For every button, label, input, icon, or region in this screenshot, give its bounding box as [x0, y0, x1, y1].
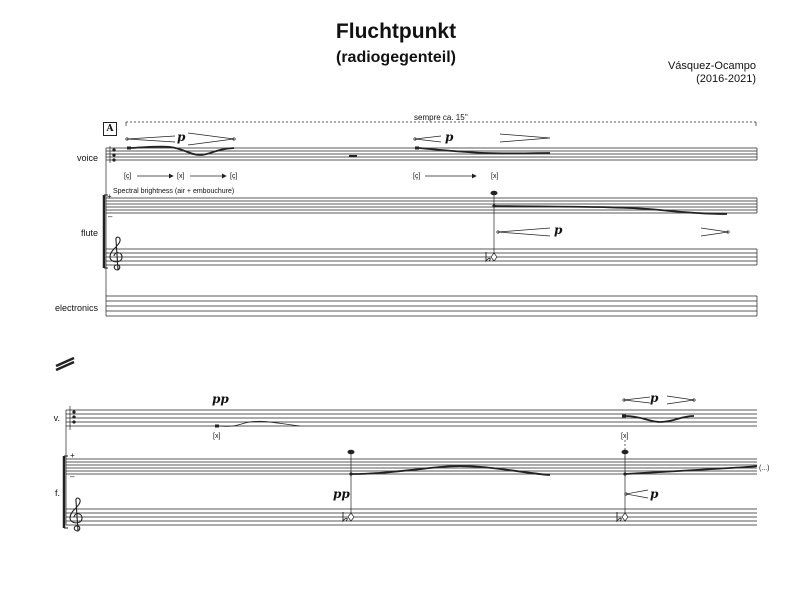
decrescendo-hairpin	[188, 133, 234, 145]
flute-minus-sign: –	[108, 212, 113, 221]
page-subtitle: (radiogegenteil)	[335, 49, 456, 66]
crescendo-hairpin	[498, 228, 550, 236]
composer-name: Vásquez-Ocampo	[667, 60, 756, 72]
staff-label-flute-short: f.	[54, 488, 60, 498]
page-title: Fluchtpunkt	[335, 20, 457, 43]
voice-notehead	[415, 147, 419, 150]
flute-plus-sign: +	[70, 451, 75, 460]
crescendo-hairpin	[626, 490, 648, 498]
voice-clef	[110, 146, 115, 163]
staff-label-voice-short: v.	[53, 413, 60, 423]
tempo-marking: sempre ca. 15''	[414, 113, 468, 122]
flute-treble-staff	[106, 249, 757, 265]
dynamic-marking: p	[554, 223, 563, 237]
decrescendo-hairpin	[667, 396, 694, 404]
phoneme: [ç]	[413, 173, 421, 180]
dynamic-marking: p	[650, 391, 659, 405]
rest-mark	[349, 155, 357, 157]
flute-notehead	[491, 191, 498, 196]
voice-notehead	[215, 425, 219, 428]
continuation-mark: (...)	[759, 465, 770, 472]
decrescendo-hairpin	[500, 134, 550, 142]
composition-years: (2016-2021)	[696, 73, 756, 85]
harmonic-notehead	[348, 513, 354, 521]
dynamic-marking: pp	[212, 392, 229, 406]
phoneme: [x]	[621, 433, 629, 440]
crescendo-hairpin	[127, 136, 175, 142]
staff-label-electronics: electronics	[54, 303, 98, 313]
dynamic-marking: p	[445, 130, 454, 144]
flute-notehead	[348, 450, 355, 455]
phoneme: [x]	[213, 433, 221, 440]
flute-notehead	[622, 450, 629, 455]
voice-notehead	[127, 147, 131, 150]
flat-icon	[486, 252, 490, 261]
rehearsal-mark: A	[103, 122, 117, 136]
dynamic-marking: p	[177, 130, 186, 144]
harmonic-notehead	[622, 513, 628, 521]
staff-label-voice: voice	[76, 153, 98, 163]
voice-notehead	[622, 415, 626, 418]
harmonic-notehead	[491, 253, 497, 261]
decrescendo-hairpin	[701, 228, 728, 236]
flute-minus-sign: –	[70, 472, 75, 481]
treble-clef-icon	[70, 498, 82, 531]
flute-contour	[625, 466, 757, 474]
staff-label-flute: flute	[80, 228, 98, 238]
phoneme: [x]	[177, 173, 185, 180]
phoneme: [x]	[491, 173, 499, 180]
phoneme: [ç]	[124, 173, 132, 180]
phoneme: [ç]	[230, 173, 238, 180]
electronics-staff	[106, 296, 757, 316]
dynamic-marking: p	[650, 487, 659, 501]
crescendo-hairpin	[415, 136, 441, 142]
dynamic-marking: pp	[333, 487, 350, 501]
voice-staff-2	[66, 410, 757, 426]
voice-contour	[626, 416, 694, 422]
flute-plus-sign: +	[107, 192, 112, 201]
flute-treble-staff-2	[66, 509, 757, 525]
crescendo-hairpin	[624, 397, 650, 403]
flute-technique-text: Spectral brightness (air + embouchure)	[113, 188, 235, 195]
